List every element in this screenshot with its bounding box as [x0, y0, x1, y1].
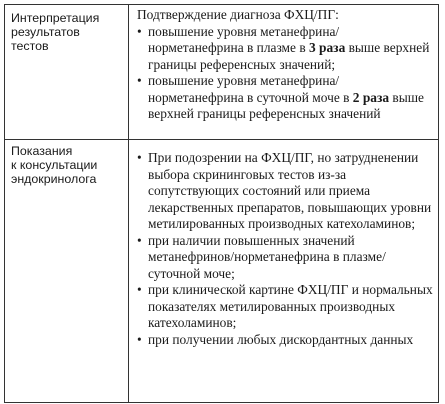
referral-indications-list — [133, 150, 434, 348]
criterion-text-before: повышение уровня метанефрина/норметанефрина в плазме в — [148, 23, 340, 55]
indication-text: при наличии повышенных значений метанефринов/норметанефрина в плазме/суточной моче; — [148, 232, 386, 281]
list-item-plasma-criterion — [133, 24, 434, 74]
row-label-referral: Показания к консультации эндокринолога — [11, 144, 98, 186]
criterion-text-before: повышение уровня метанефрина/норметанефрина в суточной моче в — [148, 73, 353, 105]
list-item-indication — [133, 150, 434, 233]
criterion-text-after: выше верхней границы референсных значений; — [148, 40, 430, 72]
bullet-icon: • — [137, 282, 142, 297]
table-row-referral — [5, 140, 439, 403]
row-content-cell — [129, 140, 439, 403]
diagnosis-criteria-list — [133, 24, 434, 123]
bullet-icon: • — [137, 232, 142, 248]
bullet-icon: • — [137, 331, 142, 347]
list-item-urine-criterion — [133, 73, 434, 123]
row-label-cell — [5, 5, 129, 140]
indication-text: При подозрении на ФХЦ/ПГ, но затрудненении выбора скрининговых тестов из-за сопутствующих состояний или приема лекарственных препаратов, повышающих уровни метилированных производных катехоламинов; — [148, 150, 432, 231]
row-label-interpretation: Интерпретация результатов тестов — [11, 11, 100, 53]
row-content-cell — [129, 5, 439, 140]
bullet-icon: • — [137, 23, 142, 39]
bullet-icon: • — [137, 150, 142, 165]
list-item-indication — [133, 332, 434, 349]
list-item-indication — [133, 233, 434, 283]
indication-text: при клинической картине ФХЦ/ПГ и нормальных показателях метилированных производных катехоламинов; — [148, 282, 433, 330]
diagnosis-confirmation-heading: Подтверждение диагноза ФХЦ/ПГ: — [137, 7, 339, 22]
indication-text: при получении любых дискордантных данных — [148, 331, 414, 347]
row-label-cell — [5, 140, 129, 403]
criterion-multiplier: 3 раза — [309, 40, 346, 55]
criterion-text-after: выше верхней границы референсных значений — [148, 89, 424, 121]
list-item-indication — [133, 282, 434, 332]
table-row-interpretation — [5, 5, 439, 140]
interpretation-table — [4, 4, 439, 403]
criterion-multiplier: 2 раза — [352, 89, 390, 105]
bullet-icon: • — [137, 73, 142, 88]
